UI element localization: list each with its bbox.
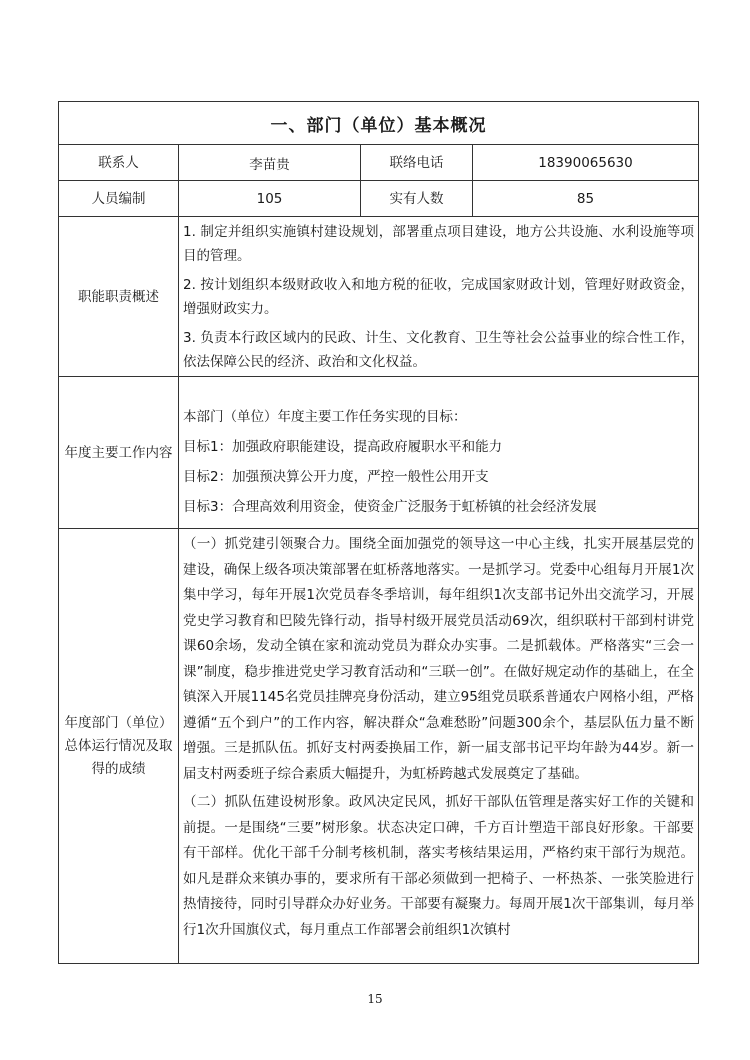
performance-label: 年度部门（单位）总体运行情况及取得的成绩 [59,529,179,964]
duties-label: 职能职责概述 [59,217,179,377]
page-number: 15 [367,992,383,1006]
performance-content [179,529,699,964]
staff-quota-value: 105 [179,181,361,217]
basic-info-table [58,101,699,964]
contact-name: 李苗贵 [179,145,361,181]
work-line: 目标2：加强预决算公开力度，严控一般性公用开支 [183,469,489,485]
duty-item: 2. 按计划组织本级财政收入和地方税的征收，完成国家财政计划，管理好财政资金，增强财政实力。 [183,277,694,317]
duty-item: 1. 制定并组织实施镇村建设规划，部署重点项目建设，地方公共设施、水利设施等项目的管理。 [183,224,694,264]
annual-work-content [179,377,699,529]
staff-quota-label: 人员编制 [59,181,179,217]
work-line: 目标1：加强政府职能建设，提高政府履职水平和能力 [183,439,503,455]
performance-paragraph: （一）抓党建引领聚合力。围绕全面加强党的领导这一中心主线，扎实开展基层党的建设，确保上级各项决策部署在虹桥落地落实。一是抓学习。党委中心组每月开展1次集中学习，每年开展1次党员春冬季培训，每年组织1次支部书记外出交流学习，开展党史学习教育和巴陵先锋行动，指导村级开展党员活动69次，组织联村干部到村讲党课60余场，发动全镇在家和流动党员为群众办实事。二是抓载体。严格落实“三会一课”制度，稳步推进党史学习教育活动和“三联一创”。在做好规定动作的基础上，在全镇深入开展1145名党员挂牌亮身份活动，建立95组党员联系普通农户网格小组，严格遵循“五个到户”的工作内容，解决群众“急难愁盼”问题300余个，基层队伍力量不断增强。三是抓队伍。抓好支村两委换届工作，新一届支部书记平均年龄为44岁。新一届支村两委班子综合素质大幅提升，为虹桥跨越式发展奠定了基础。 [183,536,694,782]
duties-content [179,217,699,377]
contact-label: 联系人 [59,145,179,181]
work-line: 本部门（单位）年度主要工作任务实现的目标： [183,409,467,425]
actual-staff-label: 实有人数 [361,181,473,217]
annual-work-label: 年度主要工作内容 [59,377,179,529]
section-title: 一、部门（单位）基本概况 [59,102,699,145]
phone-value: 18390065630 [473,145,699,181]
phone-label: 联络电话 [361,145,473,181]
work-line: 目标3：合理高效利用资金，使资金广泛服务于虹桥镇的社会经济发展 [183,499,597,515]
performance-paragraph: （二）抓队伍建设树形象。政风决定民风，抓好干部队伍管理是落实好工作的关键和前提。一是围绕“三要”树形象。状态决定口碑，千方百计塑造干部良好形象。干部要有干部样。优化干部千分制考核机制，落实考核结果运用，严格约束干部行为规范。如凡是群众来镇办事的，要求所有干部必须做到一把椅子、一杯热茶、一张笑脸进行热情接待，同时引导群众办好业务。干部要有凝聚力。每周开展1次干部集训，每月举行1次升国旗仪式，每月重点工作部署会前组织1次镇村 [183,794,694,938]
duty-item: 3. 负责本行政区域内的民政、计生、文化教育、卫生等社会公益事业的综合性工作，依法保障公民的经济、政治和文化权益。 [183,330,694,370]
actual-staff-value: 85 [473,181,699,217]
